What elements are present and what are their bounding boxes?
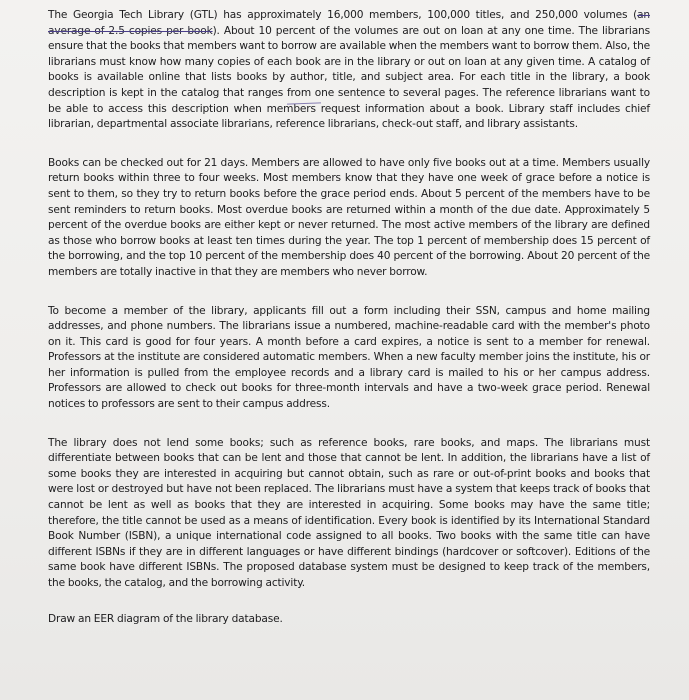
paragraph-membership: To become a member of the library, applicants fill out a form including their SSN, campus and home mailing addresses, and phone numbers. The librarians issue a numbered, machine-readable card with the member's photo on it. This card is good for four years. A month before a card expires, a notice is sent to a member for renewal. Professors at the institute are considered automatic members. When a new faculty member joins the institute, his or her information is pulled from the employee records and a library card is mailed to his or her campus address. Professors are allowed to check out books for three-month intervals and have a two-week grace period. Renewal notices to professors are sent to their campus address. xyxy=(48,304,650,411)
document-text xyxy=(48,8,650,627)
paragraph-non-lendable-books: The library does not lend some books; such as reference books, rare books, and maps. The librarians must differentiate between books that can be lent and those that cannot be lent. In addition, the librarians have a list of some books they are interested in acquiring but cannot obtain, such as rare or out-of-print books and books that were lost or destroyed but have not been replaced. The librarians must have a system that keeps track of books that cannot be lent as well as books that they are interested in acquiring. Some books may have the same title; therefore, the title cannot be used as a means of identification. Every book is identified by its International Standard Book Number (ISBN), a unique international code assigned to all books. Two books with the same title can have different ISBNs if they are in different languages or have different bindings (hardcover or softcover). Editions of the same book have different ISBNs. The proposed database system must be designed to keep track of the members, the books, the catalog, and the borrowing activity. xyxy=(48,436,650,589)
paragraph-1-rest: ). About 10 percent of the volumes are out on loan at any one time. The librarians ensure that the books that members want to borrow are available when the members want to borrow them. Also, the librarians must know how many copies of each book are in the library or out on loan at any given time. A catalog of books is available online that lists books by author, title, and subject area. For each title in the library, a book description is kept in the catalog that ranges from one sentence to several pages. The reference librarians want to be able to access this description when members request information about a book. Library staff includes chief librarian, departmental associate librarians, reference librarians, check-out staff, and library assistants. xyxy=(48,24,650,131)
paragraph-1-start: The Georgia Tech Library (GTL) has approximately 16,000 members, 100,000 titles, and 250,000 volumes ( xyxy=(48,9,638,21)
task-instruction: Draw an EER diagram of the library database. xyxy=(48,612,283,625)
struck-through-text: an average of 2.5 copies per book xyxy=(48,9,650,37)
paragraph-library-overview xyxy=(48,8,650,133)
paragraph-borrowing-rules: Books can be checked out for 21 days. Members are allowed to have only five books out at a time. Members usually return books within three to four weeks. Most members know that they have one week of grace before a notice is sent to them, so they try to return books before the grace period ends. About 5 percent of the members have to be sent reminders to return books. Most overdue books are returned within a month of the due date. Approximately 5 percent of the overdue books are either kept or never returned. The most active members of the library are defined as those who borrow books at least ten times during the year. The top 1 percent of membership does 15 percent of the borrowing, and the top 10 percent of the membership does 40 percent of the borrowing. About 20 percent of the members are totally inactive in that they are members who never borrow. xyxy=(48,156,650,278)
